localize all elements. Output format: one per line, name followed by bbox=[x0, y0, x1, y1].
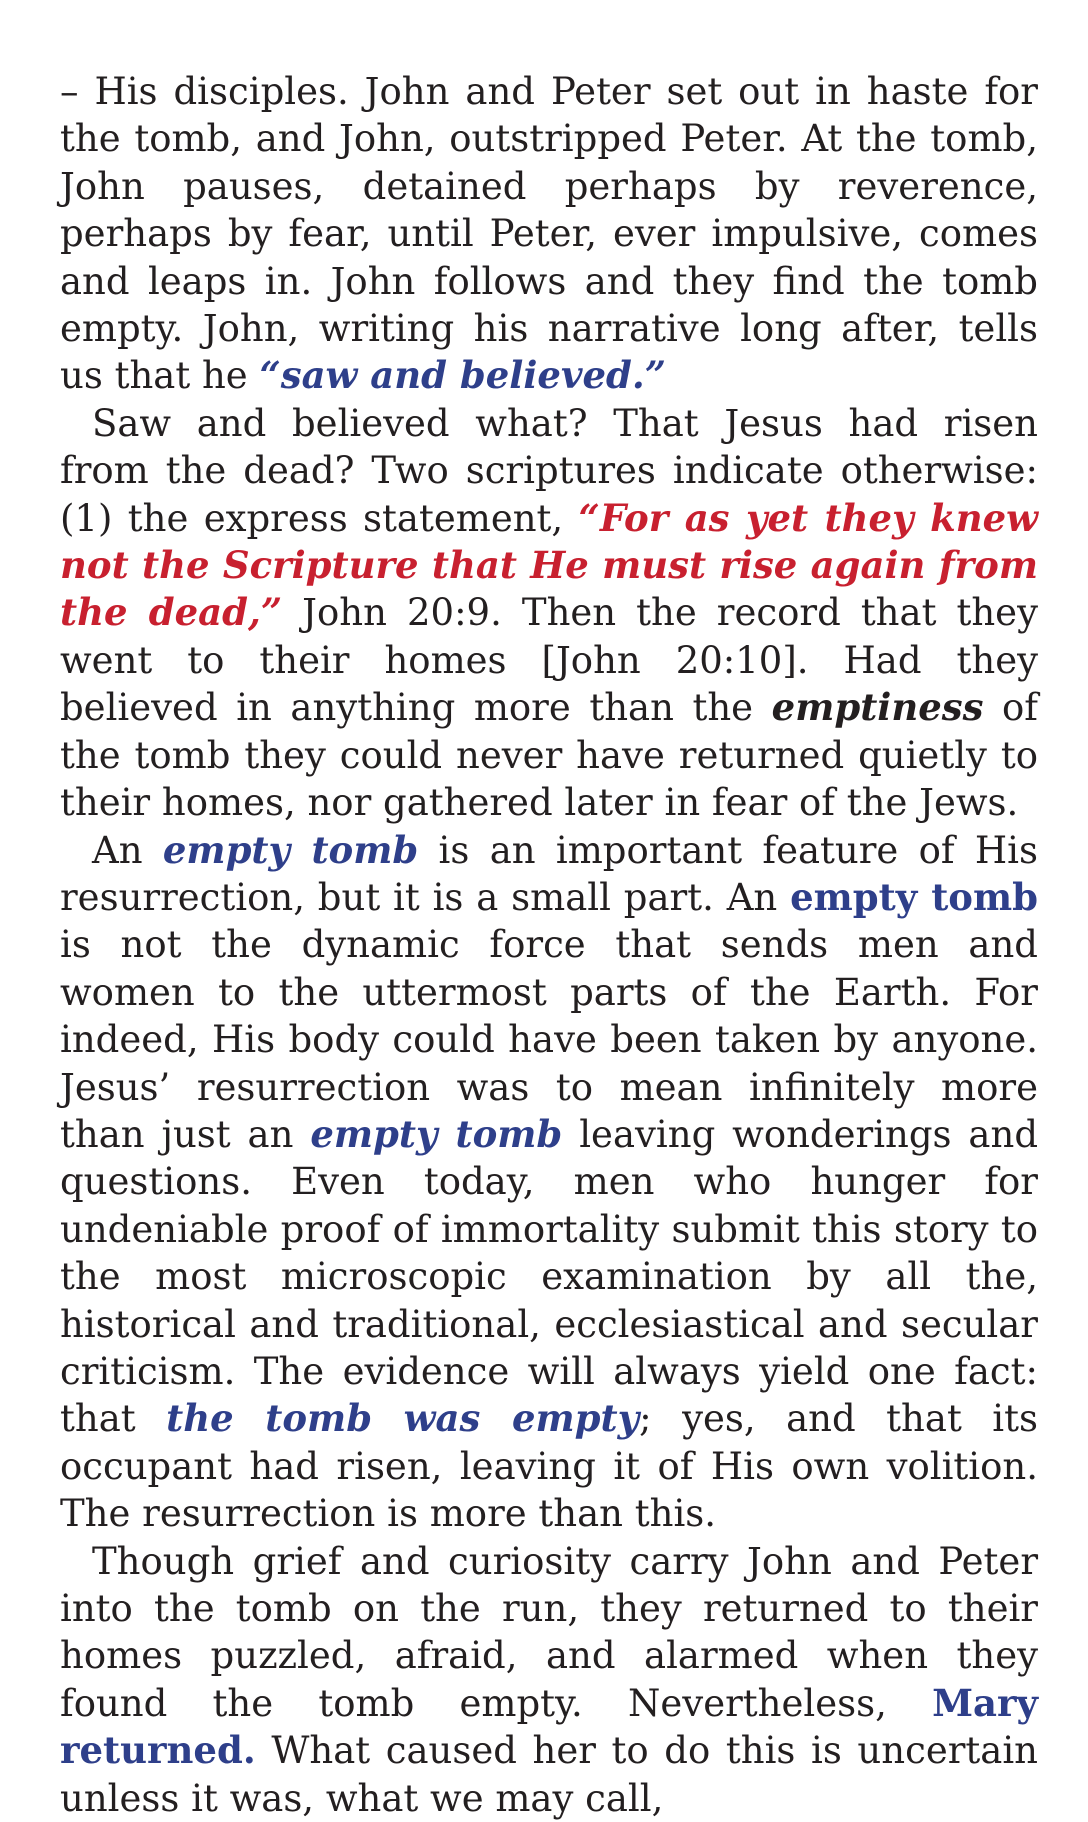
emphasis-phrase: the tomb was empty bbox=[166, 1396, 640, 1441]
paragraph-1 bbox=[60, 68, 1038, 400]
paragraph-4 bbox=[60, 1538, 1038, 1822]
text-run: leaving wonderings and questions. Even today, men who hunger for undeniable proof of immortality submit this story to the most microscopic examination by all the, historical and traditional, ecclesiastical and secular criticism. The evidence will always yield one fact: that bbox=[60, 1112, 1039, 1441]
text-run: Saw and believed what? That Jesus had risen from the dead? Two scriptures indicate otherwise: (1) the express statement, bbox=[60, 401, 1038, 540]
text-run: Though grief and curiosity carry John and Peter into the tomb on the run, they returned to their homes puzzled, afraid, and alarmed when they found the tomb empty. Nevertheless, bbox=[60, 1539, 1038, 1725]
text-run: is not the dynamic force that sends men and women to the uttermost parts of the Earth. For indeed, His body could have been taken by anyone. Jesus’ resurrection was to mean infinitely more than just an bbox=[60, 923, 1038, 1156]
text-run: of the tomb they could never have returned quietly to their homes, nor gathered later in fear of the Jews. bbox=[60, 686, 1039, 825]
text-run: What caused her to do this is uncertain unless it was, what we may call, bbox=[60, 1729, 1038, 1820]
emphasis-word: emptiness bbox=[771, 685, 984, 730]
emphasis-phrase: Mary returned. bbox=[60, 1680, 1038, 1773]
text-run: John 20:9. Then the record that they went to their homes [John 20:10]. Had they believed in anything more than the bbox=[60, 591, 1038, 730]
text-run: is an important feature of His resurrection, but it is a small part. An bbox=[60, 828, 1039, 919]
emphasis-phrase: empty tomb bbox=[162, 827, 419, 872]
emphasis-phrase: empty tomb bbox=[310, 1111, 563, 1156]
page-body bbox=[60, 68, 1038, 1822]
emphasis-phrase: empty tomb bbox=[790, 874, 1038, 919]
scripture-quote: “For as yet they knew not the Scripture that He must rise again from the dead,” bbox=[60, 495, 1038, 635]
text-run: – His disciples. John and Peter set out in haste for the tomb, and John, outstripped Peter. At the tomb, John pauses, detained perhaps by reverence, perhaps by fear, until Peter, ever impulsive, comes and leaps in. John follows and they find the tomb empty. John, writing his narrative long after, tells us that he bbox=[60, 70, 1038, 398]
text-run: ; yes, and that its occupant had risen, leaving it of His own volition. The resurrection is more than this. bbox=[60, 1397, 1038, 1536]
text-run: An bbox=[92, 828, 163, 872]
paragraph-3 bbox=[60, 827, 1038, 1538]
paragraph-2 bbox=[60, 400, 1038, 827]
emphasis-quote: “saw and believed.” bbox=[259, 353, 667, 398]
